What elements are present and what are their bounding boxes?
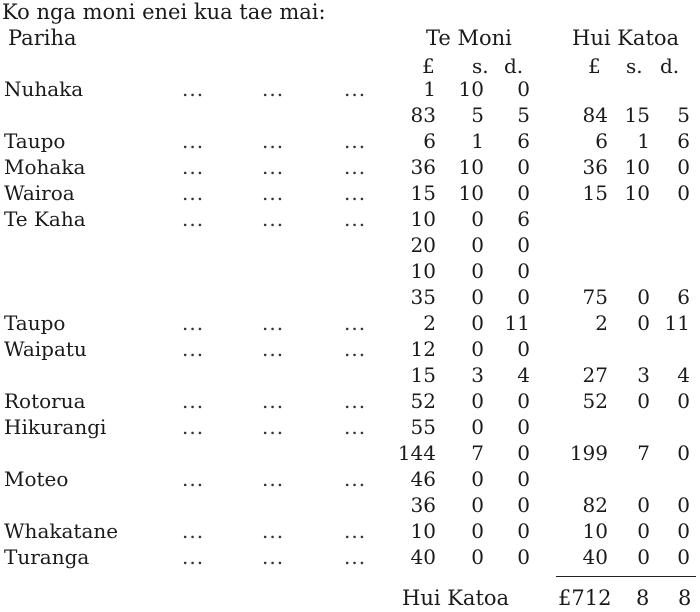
te-moni-shillings: 0 — [471, 233, 484, 257]
hui-katoa-shillings: 0 — [637, 545, 650, 569]
leader-dots: ... — [182, 519, 205, 543]
te-moni-shillings: 0 — [471, 545, 484, 569]
hui-katoa-shillings: 0 — [637, 493, 650, 517]
te-moni-shillings: 7 — [471, 441, 484, 465]
hui-katoa-pounds: 84 — [582, 103, 608, 127]
te-moni-shillings: 3 — [471, 363, 484, 387]
leader-dots: ... — [262, 77, 285, 101]
hui-katoa-pence: 0 — [677, 493, 690, 517]
te-moni-pence: 0 — [517, 259, 530, 283]
leader-dots: ... — [344, 77, 367, 101]
te-moni-pounds: 35 — [410, 285, 436, 309]
leader-dots: ... — [344, 337, 367, 361]
table-row — [0, 519, 700, 545]
hui-katoa-pounds: 6 — [595, 129, 608, 153]
leader-dots: ... — [262, 181, 285, 205]
hui-katoa-pence: 0 — [677, 519, 690, 543]
leader-dots: ... — [262, 337, 285, 361]
te-moni-pence: 0 — [517, 441, 530, 465]
header-te-moni: Te Moni — [426, 26, 512, 50]
total-pence: 8 — [678, 586, 692, 610]
te-moni-pounds: 40 — [410, 545, 436, 569]
table-row — [0, 155, 700, 181]
leader-dots: ... — [182, 311, 205, 335]
pariha-name: Taupo — [4, 129, 66, 153]
te-moni-pence: 0 — [517, 493, 530, 517]
table-row — [0, 181, 700, 207]
te-moni-pounds: 10 — [410, 519, 436, 543]
te-moni-pounds: 6 — [423, 129, 436, 153]
hui-katoa-shillings: 15 — [624, 103, 650, 127]
table-row — [0, 311, 700, 337]
leader-dots: ... — [344, 207, 367, 231]
total-rule — [556, 576, 696, 577]
hui-katoa-pounds: 15 — [582, 181, 608, 205]
te-moni-pence: 0 — [517, 519, 530, 543]
hui-katoa-pence: 4 — [677, 363, 690, 387]
hui-katoa-shillings: 3 — [637, 363, 650, 387]
table-row — [0, 285, 700, 311]
table-row — [0, 207, 700, 233]
table-row — [0, 493, 700, 519]
te-moni-pence: 0 — [517, 155, 530, 179]
header-pariha: Pariha — [8, 26, 77, 50]
hui-katoa-pence: 0 — [677, 181, 690, 205]
te-moni-pounds: 46 — [410, 467, 436, 491]
leader-dots: ... — [182, 415, 205, 439]
hui-katoa-shillings: 1 — [637, 129, 650, 153]
leader-dots: ... — [182, 181, 205, 205]
leader-dots: ... — [262, 519, 285, 543]
leader-dots: ... — [262, 207, 285, 231]
hui-katoa-shillings: 0 — [637, 519, 650, 543]
header-hui-katoa: Hui Katoa — [572, 26, 680, 50]
te-moni-shillings: 0 — [471, 519, 484, 543]
pariha-name: Te Kaha — [4, 207, 86, 231]
te-moni-pounds: 55 — [410, 415, 436, 439]
hui-katoa-pence: 11 — [664, 311, 690, 335]
pariha-name: Mohaka — [4, 155, 86, 179]
header-pence: d. — [504, 54, 524, 78]
hui-katoa-pence: 5 — [677, 103, 690, 127]
leader-dots: ... — [182, 77, 205, 101]
te-moni-pounds: 36 — [410, 155, 436, 179]
table-row — [0, 545, 700, 571]
hui-katoa-pounds: 82 — [582, 493, 608, 517]
leader-dots: ... — [344, 519, 367, 543]
te-moni-pounds: 10 — [410, 207, 436, 231]
hui-katoa-pence: 6 — [677, 129, 690, 153]
te-moni-shillings: 0 — [471, 389, 484, 413]
leader-dots: ... — [344, 467, 367, 491]
leader-dots: ... — [344, 311, 367, 335]
total-label: Hui Katoa — [402, 586, 510, 610]
leader-dots: ... — [262, 545, 285, 569]
table-row — [0, 233, 700, 259]
hui-katoa-pounds: 27 — [582, 363, 608, 387]
te-moni-shillings: 0 — [471, 337, 484, 361]
pariha-name: Turanga — [4, 545, 90, 569]
te-moni-shillings: 0 — [471, 285, 484, 309]
table-row — [0, 467, 700, 493]
pariha-name: Wairoa — [4, 181, 75, 205]
pariha-name: Nuhaka — [4, 77, 84, 101]
total-shillings: 8 — [636, 586, 650, 610]
pariha-name: Taupo — [4, 311, 66, 335]
leader-dots: ... — [344, 545, 367, 569]
te-moni-shillings: 10 — [458, 77, 484, 101]
hui-katoa-pounds: 40 — [582, 545, 608, 569]
table-row — [0, 337, 700, 363]
header-shilling: s. — [472, 54, 489, 78]
table-row — [0, 77, 700, 103]
te-moni-pounds: 1 — [423, 77, 436, 101]
leader-dots: ... — [182, 129, 205, 153]
pariha-name: Waipatu — [4, 337, 87, 361]
pariha-name: Hikurangi — [4, 415, 107, 439]
hui-katoa-pounds: 10 — [582, 519, 608, 543]
pariha-name: Rotorua — [4, 389, 86, 413]
hui-katoa-pence: 0 — [677, 441, 690, 465]
hui-katoa-pounds: 52 — [582, 389, 608, 413]
te-moni-shillings: 0 — [471, 311, 484, 335]
te-moni-shillings: 0 — [471, 467, 484, 491]
leader-dots: ... — [344, 415, 367, 439]
leader-dots: ... — [182, 545, 205, 569]
header-hui-pence: d. — [660, 54, 680, 78]
table-row — [0, 363, 700, 389]
hui-katoa-pence: 6 — [677, 285, 690, 309]
te-moni-pence: 4 — [517, 363, 530, 387]
te-moni-pounds: 12 — [410, 337, 436, 361]
leader-dots: ... — [344, 129, 367, 153]
te-moni-pence: 5 — [517, 103, 530, 127]
leader-dots: ... — [182, 337, 205, 361]
hui-katoa-shillings: 0 — [637, 285, 650, 309]
hui-katoa-shillings: 0 — [637, 311, 650, 335]
te-moni-pounds: 36 — [410, 493, 436, 517]
table-row — [0, 441, 700, 467]
te-moni-pence: 0 — [517, 467, 530, 491]
hui-katoa-pounds: 75 — [582, 285, 608, 309]
leader-dots: ... — [262, 155, 285, 179]
table-row — [0, 415, 700, 441]
te-moni-pounds: 83 — [410, 103, 436, 127]
te-moni-pence: 0 — [517, 77, 530, 101]
te-moni-shillings: 0 — [471, 415, 484, 439]
table-row — [0, 103, 700, 129]
hui-katoa-pence: 0 — [677, 389, 690, 413]
te-moni-pounds: 2 — [423, 311, 436, 335]
te-moni-pence: 0 — [517, 389, 530, 413]
te-moni-shillings: 0 — [471, 207, 484, 231]
leader-dots: ... — [344, 389, 367, 413]
leader-dots: ... — [262, 311, 285, 335]
te-moni-shillings: 10 — [458, 155, 484, 179]
te-moni-shillings: 1 — [471, 129, 484, 153]
leader-dots: ... — [262, 129, 285, 153]
te-moni-shillings: 0 — [471, 259, 484, 283]
pariha-name: Whakatane — [4, 519, 119, 543]
te-moni-pence: 11 — [504, 311, 530, 335]
hui-katoa-shillings: 0 — [637, 389, 650, 413]
intro-text: Ko nga moni enei kua tae mai: — [2, 0, 326, 24]
te-moni-pence: 0 — [517, 545, 530, 569]
te-moni-pence: 0 — [517, 415, 530, 439]
te-moni-pounds: 15 — [410, 363, 436, 387]
te-moni-shillings: 0 — [471, 493, 484, 517]
leader-dots: ... — [262, 467, 285, 491]
te-moni-pence: 0 — [517, 233, 530, 257]
te-moni-pence: 6 — [517, 129, 530, 153]
hui-katoa-pence: 0 — [677, 545, 690, 569]
pariha-name: Moteo — [4, 467, 69, 491]
hui-katoa-shillings: 7 — [637, 441, 650, 465]
leader-dots: ... — [182, 155, 205, 179]
te-moni-shillings: 10 — [458, 181, 484, 205]
te-moni-pounds: 10 — [410, 259, 436, 283]
hui-katoa-pounds: 2 — [595, 311, 608, 335]
header-hui-pound: £ — [588, 54, 601, 78]
te-moni-pence: 6 — [517, 207, 530, 231]
hui-katoa-pounds: 36 — [582, 155, 608, 179]
leader-dots: ... — [344, 181, 367, 205]
table-row — [0, 129, 700, 155]
te-moni-shillings: 5 — [471, 103, 484, 127]
table-row — [0, 389, 700, 415]
leader-dots: ... — [182, 389, 205, 413]
te-moni-pounds: 20 — [410, 233, 436, 257]
te-moni-pence: 0 — [517, 181, 530, 205]
te-moni-pounds: 15 — [410, 181, 436, 205]
hui-katoa-pence: 0 — [677, 155, 690, 179]
hui-katoa-pounds: 199 — [569, 441, 608, 465]
te-moni-pounds: 144 — [397, 441, 436, 465]
header-hui-shilling: s. — [626, 54, 643, 78]
leader-dots: ... — [262, 415, 285, 439]
leader-dots: ... — [182, 207, 205, 231]
te-moni-pence: 0 — [517, 285, 530, 309]
total-pounds: £712 — [558, 586, 612, 610]
leader-dots: ... — [344, 155, 367, 179]
table-row — [0, 259, 700, 285]
leader-dots: ... — [262, 389, 285, 413]
header-pound: £ — [422, 54, 435, 78]
te-moni-pence: 0 — [517, 337, 530, 361]
hui-katoa-shillings: 10 — [624, 181, 650, 205]
hui-katoa-shillings: 10 — [624, 155, 650, 179]
leader-dots: ... — [182, 467, 205, 491]
te-moni-pounds: 52 — [410, 389, 436, 413]
